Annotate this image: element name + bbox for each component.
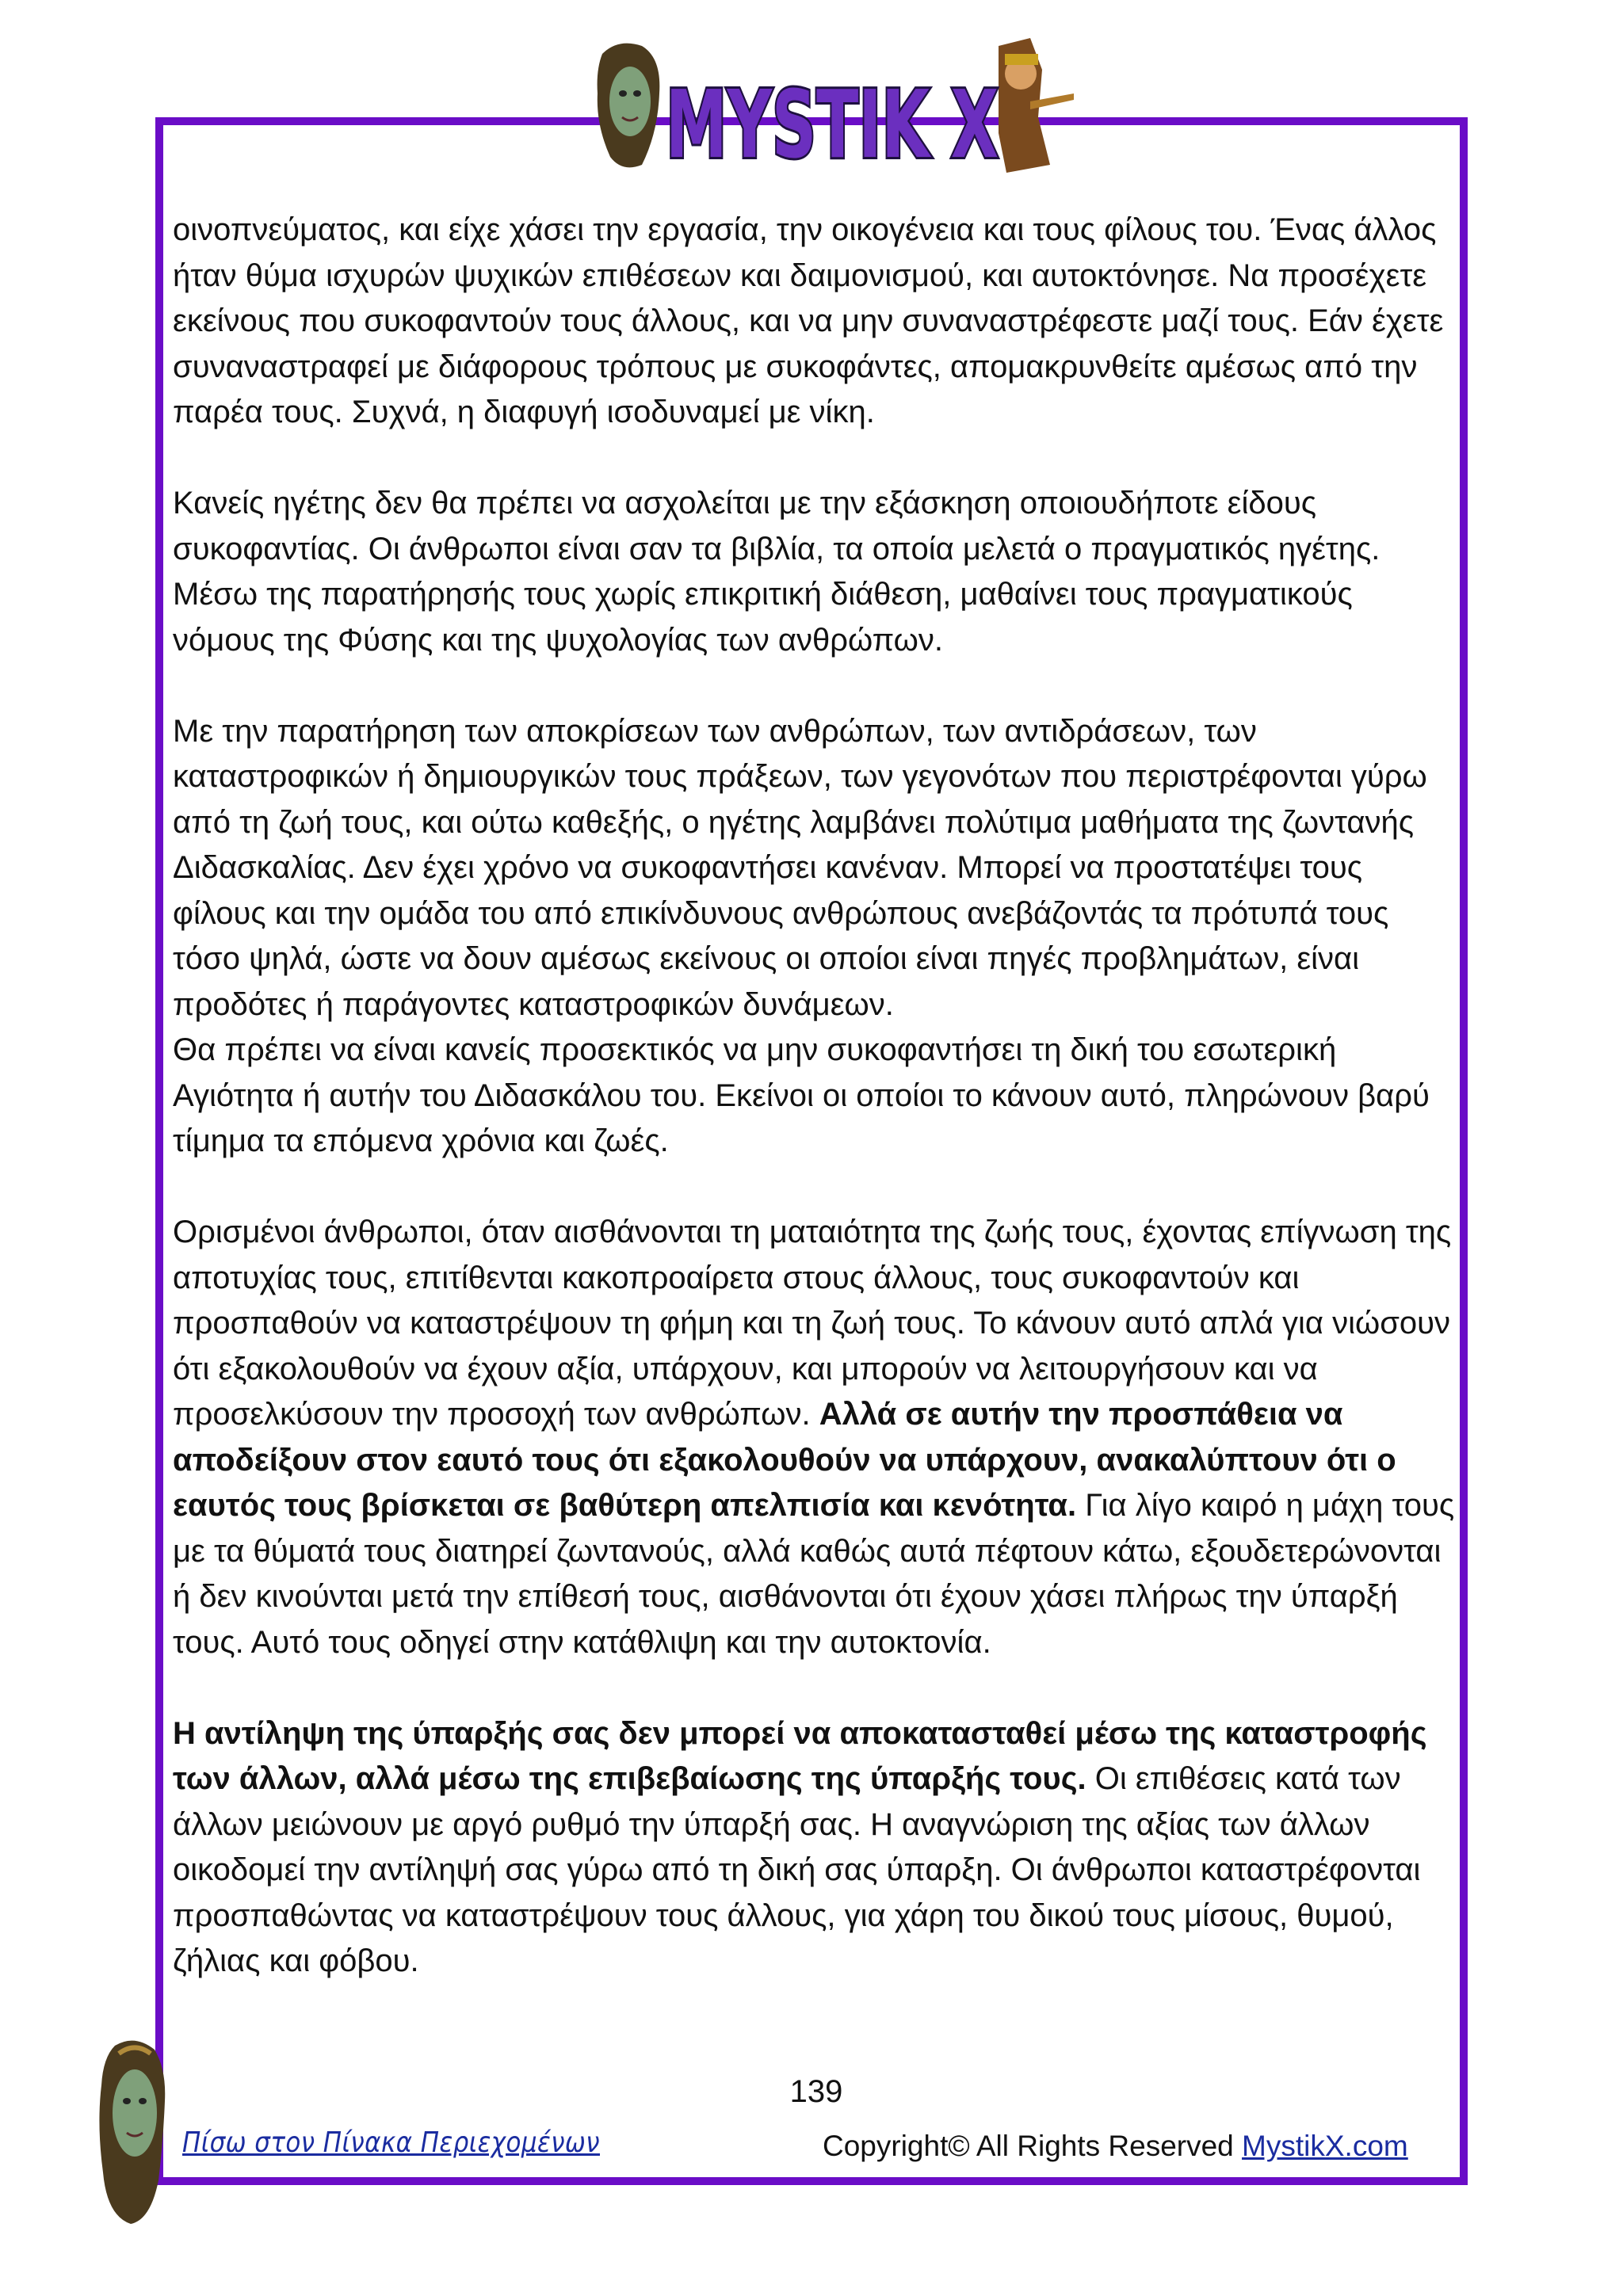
paragraph-5-bold: Αλλά σε αυτήν την προσπάθεια να αποδείξουν στον εαυτό τους ότι εξακολουθούν να υπάρχουν, ανακαλύπτουν ότι ο εαυτός τους βρίσκεται σε βαθύτερη απελπισία και κενότητα. — [173, 1397, 1396, 1523]
copyright-text: Copyright© All Rights Reserved — [823, 2130, 1243, 2162]
mystikx-site-link[interactable]: MystikX.com — [1242, 2130, 1408, 2162]
paragraph-1: οινοπνεύματος, και είχε χάσει την εργασία, την οικογένεια και τους φίλους του. Ένας άλλος ήταν θύμα ισχυρών ψυχικών επιθέσεων και δαιμονισμού, και αυτοκτόνησε. Να προσέχετε εκείνους που συκοφαντούν τους άλλους, και να μην συναναστρέφεστε μαζί τους. Εάν έχετε συναναστραφεί με διάφορους τρόπους με συκοφάντες, απομακρυνθείτε αμέσως από την παρέα τους. Συχνά, η διαφυγή ισοδυναμεί με νίκη. — [173, 212, 1444, 429]
paragraph-3: Με την παρατήρηση των αποκρίσεων των ανθρώπων, των αντιδράσεων, των καταστροφικών ή δημιουργικών τους πράξεων, των γεγονότων που περιστρέφονται γύρω από τη ζωή τους, και ούτω καθεξής, ο ηγέτης λαμβάνει πολύτιμα μαθήματα της ζωντανής Διδασκαλίας. Δεν έχει χρόνο να συκοφαντήσει κανέναν. Μπορεί να προστατέψει τους φίλους και την ομάδα του από επικίνδυνους ανθρώπους ανεβάζοντάς τα πρότυπά τους τόσο ψηλά, ώστε να δουν αμέσως εκείνους οι οποίοι είναι πηγές προβλημάτων, είναι προδότες ή παράγοντες καταστροφικών δυνάμεων. — [173, 713, 1427, 1022]
paragraph-6-bold: Η αντίληψη της ύπαρξής σας δεν μπορεί να αποκατασταθεί μέσω της καταστροφής των άλλων, αλλά μέσω της επιβεβαίωσης της ύπαρξής τους. — [173, 1715, 1427, 1796]
copyright-notice — [823, 2130, 1408, 2163]
mystikx-logo — [586, 38, 1078, 181]
footer-figure-image — [87, 2038, 182, 2228]
page-content — [173, 208, 1457, 2030]
paragraph-4: Θα πρέπει να είναι κανείς προσεκτικός να μην συκοφαντήσει τη δική του εσωτερική Αγιότητα ή αυτήν του Διδασκάλου του. Εκείνοι οι οποίοι το κάνουν αυτό, πληρώνουν βαρύ τίμημα τα επόμενα χρόνια και ζωές. — [173, 1032, 1430, 1158]
logo-left-figure — [598, 44, 660, 168]
paragraph-6-end: Οι επιθέσεις κατά των άλλων μειώνουν με αργό ρυθμό την ύπαρξή σας. Η αναγνώριση της αξίας των άλλων οικοδομεί την αντίληψή σας γύρω από τη δική σας ύπαρξη. Οι άνθρωποι καταστρέφονται προσπαθώντας να καταστρέψουν τους άλλους, για χάρη του δικού τους μίσους, θυμού, ζήλιας και φόβου. — [173, 1761, 1421, 1978]
paragraph-5 — [173, 1210, 1457, 1665]
page-number: 139 — [789, 2074, 843, 2109]
paragraph-5-start: Ορισμένοι άνθρωποι, όταν αισθάνονται τη ματαιότητα της ζωής τους, έχοντας επίγνωση της αποτυχίας τους, επιτίθενται κακοπροαίρετα στους άλλους, τους συκοφαντούν και προσπαθούν να καταστρέψουν τη φήμη και τη ζωή τους. Το κάνουν αυτό απλά για νιώσουν ότι εξακολουθούν να έχουν αξία, υπάρχουν, και μπορούν να λειτουργήσουν και να προσελκύσουν την προσοχή των ανθρώπων. — [173, 1215, 1452, 1432]
logo-right-figure — [999, 38, 1074, 173]
paragraph-2: Κανείς ηγέτης δεν θα πρέπει να ασχολείται με την εξάσκηση οποιουδήποτε είδους συκοφαντίας. Οι άνθρωποι είναι σαν τα βιβλία, τα οποία μελετά ο πραγματικός ηγέτης. Μέσω της παρατήρησής τους χωρίς επικριτική διάθεση, μαθαίνει τους πραγματικούς νόμους της Φύσης και της ψυχολογίας των ανθρώπων. — [173, 486, 1381, 658]
paragraph-5-end: Για λίγο καιρό η μάχη τους με τα θύματά τους διατηρεί ζωντανούς, αλλά καθώς αυτά πέφτουν κάτω, εξουδετερώνονται ή δεν κινούνται μετά την επίθεσή τους, αισθάνονται ότι έχουν χάσει πλήρως την ύπαρξή τους. Αυτό τους οδηγεί στην κατάθλιψη και την αυτοκτονία. — [173, 1488, 1455, 1660]
paragraph-6 — [173, 1711, 1457, 1985]
logo-text: MYSTIK X — [666, 70, 999, 179]
back-to-contents-link[interactable]: Πίσω στον Πίνακα Περιεχομένων — [182, 2126, 601, 2159]
